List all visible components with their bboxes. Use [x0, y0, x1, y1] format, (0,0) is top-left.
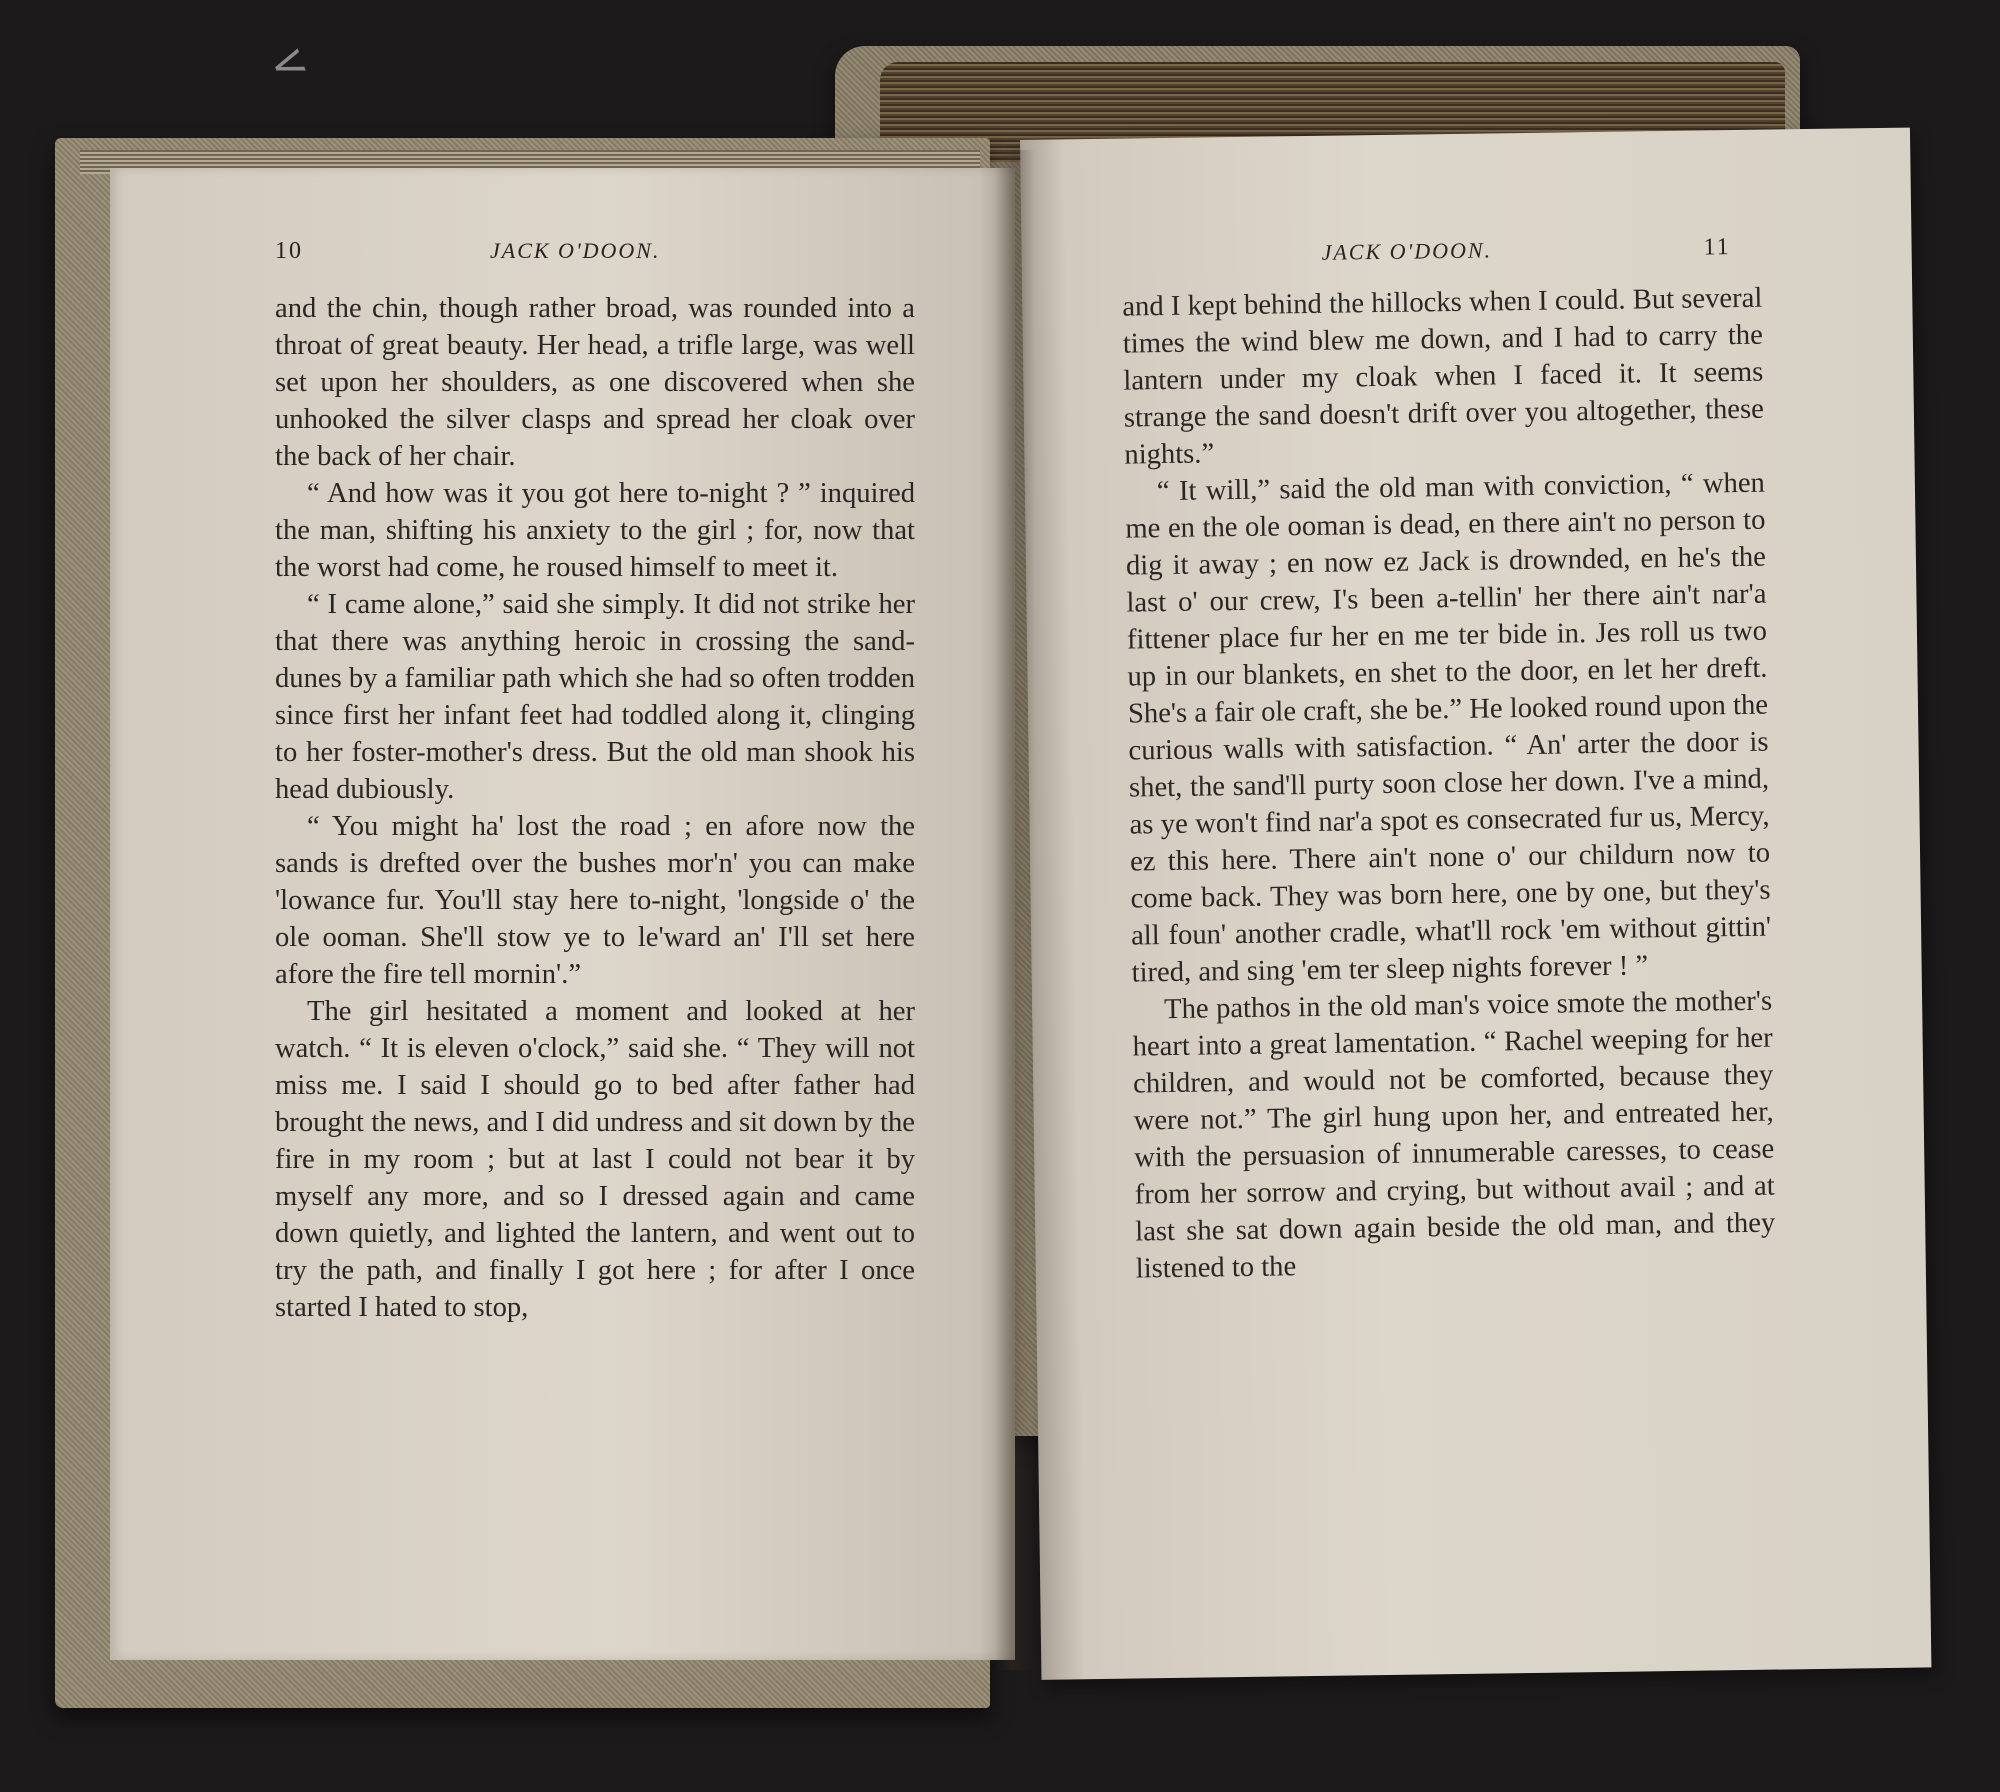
paragraph: “ It will,” said the old man with conviction, “ when me en the ole ooman is dead, en there ain't no person to dig it away ; en now ez Jack is drownded, en he's the last o' our crew, I's been a-tellin' her there ain't nar'a fittener place fur her en me ter bide in. Jes roll us two up in our blankets, en shet to the door, en let her dreft. She's a fair ole craft, she be.” He looked round upon the curious walls with satisfaction. “ An' arter the door is shet, the sand'll purty soon close her down. I've a mind, as ye won't find nar'a spot es consecrated fur us, Mercy, ez this here. There ain't none o' our childurn now to come back. They was born here, one by one, but they's all foun' another cradle, what'll rock 'em without gittin' tired, and sing 'em ter sleep nights forever ! ”	[1125, 467, 1772, 989]
right-page-number: 11	[1703, 234, 1731, 261]
paragraph: “ And how was it you got here to-night ? ” inquired the man, shifting his anxiety to the girl ; for, now that the worst had come, he roused himself to meet it.	[275, 478, 915, 583]
left-running-title: JACK O'DOON.	[490, 238, 661, 263]
paragraph: and I kept behind the hillocks when I could. But several times the wind blew me down, and I had to carry the lantern under my cloak when I faced it. It seems strange the sand doesn't drift over you altogether, these nights.”	[1122, 282, 1765, 471]
right-running-title: JACK O'DOON.	[1321, 237, 1493, 265]
right-page-text	[1122, 280, 1776, 1288]
left-running-head	[110, 238, 1015, 270]
paragraph: and the chin, though rather broad, was rounded into a throat of great beauty. Her head, a trifle large, was well set upon her shoulders, as one discovered when she unhooked the silver clasps and spread her cloak over the back of her chair.	[275, 293, 915, 472]
left-page	[110, 168, 1015, 1660]
paragraph: “ You might ha' lost the road ; en afore now the sands is drefted over the bushes mor'n' you can make 'lowance fur. You'll stay here to-night, 'longside o' the ole ooman. She'll stow ye to le'ward an' I'll set here afore the fire tell mornin'.”	[275, 811, 915, 990]
left-page-number: 10	[275, 238, 303, 264]
book-gutter	[995, 150, 1035, 1670]
left-page-text	[275, 290, 915, 1326]
right-page	[1020, 128, 1931, 1680]
paragraph: The girl hesitated a moment and looked at her watch. “ It is eleven o'clock,” said she. “ They will not miss me. I said I should go to bed after father had brought the news, and I did undress and sit down by the fire in my room ; but at last I could not bear it by myself any more, and so I dressed again and came down quietly, and lighted the lantern, and went out to try the path, and finally I got here ; for after I once started I hated to stop,	[275, 996, 915, 1323]
background-mark: <	[262, 33, 315, 94]
right-running-head	[1021, 232, 1911, 276]
paragraph: “ I came alone,” said she simply. It did not strike her that there was anything heroic in crossing the sand-dunes by a familiar path which she had so often trodden since first her infant feet had toddled along it, clinging to her foster-mother's dress. But the old man shook his head dubiously.	[275, 589, 916, 805]
paragraph: The pathos in the old man's voice smote the mother's heart into a great lamentation. “ Rachel weeping for her children, and would not be comforted, because they were not.” The girl hung upon her, and entreated her, with the persuasion of innumerable caresses, to cease from her sorrow and crying, but without avail ; and at last she sat down again beside the old man, and they listened to the	[1132, 985, 1776, 1285]
